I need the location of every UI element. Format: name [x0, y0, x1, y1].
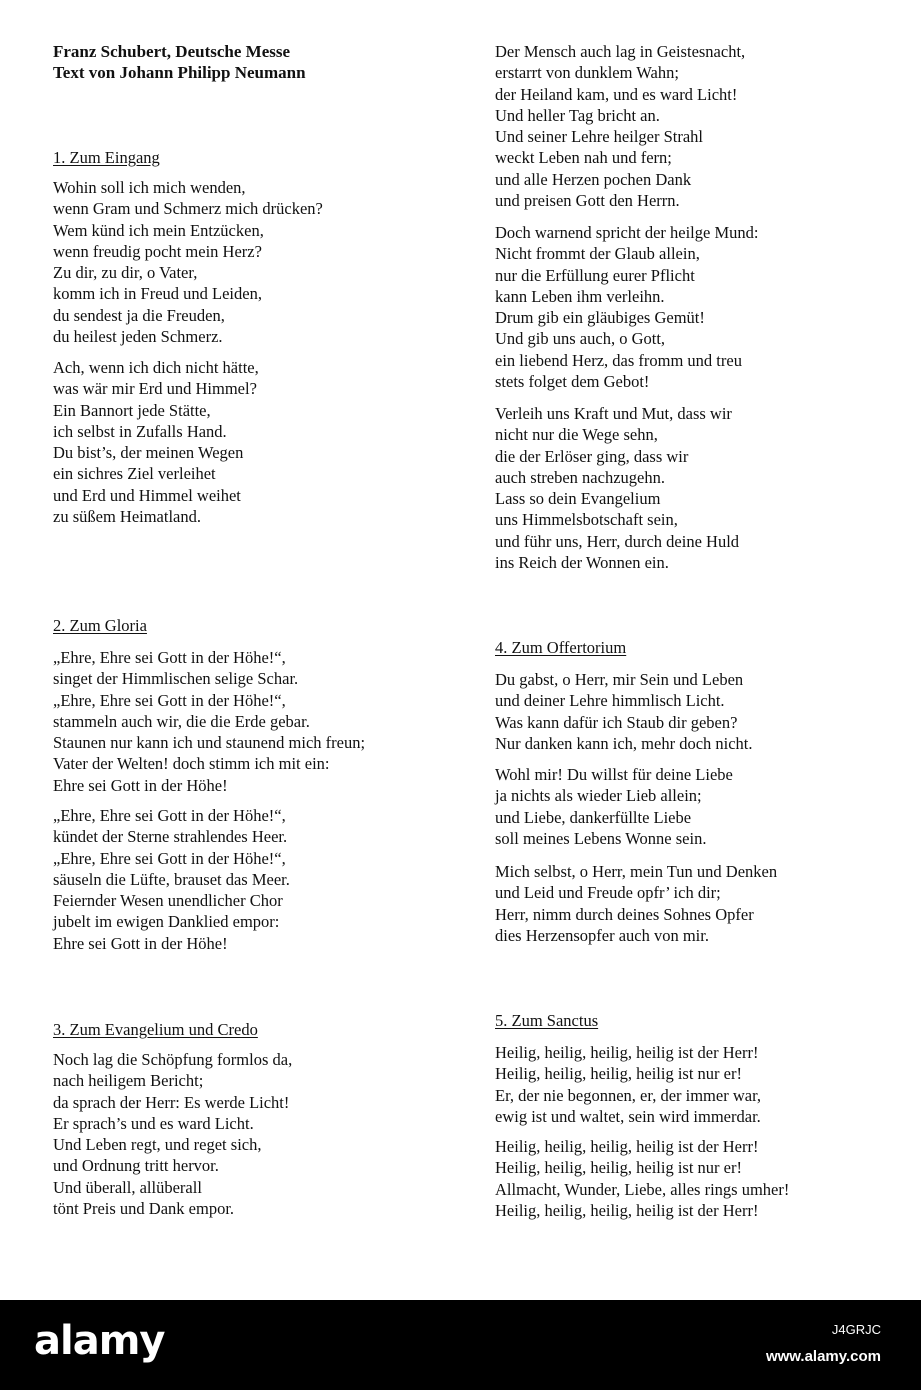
section-heading-offertorium: 4. Zum Offertorium [495, 638, 627, 657]
verse-line: kündet der Sterne strahlendes Heer. [53, 827, 288, 847]
verse-line: ins Reich der Wonnen ein. [495, 553, 669, 573]
verse-line: ewig ist und waltet, sein wird immerdar. [495, 1106, 761, 1126]
verse-line: Drum gib ein gläubiges Gemüt! [495, 308, 705, 328]
verse-line: und Liebe, dankerfüllte Liebe [495, 807, 692, 827]
verse-line: jubelt im ewigen Danklied empor: [53, 912, 280, 932]
verse-line: und alle Herzen pochen Dank [495, 169, 692, 189]
verse-line: Und seiner Lehre heilger Strahl [495, 127, 704, 147]
stanza [53, 357, 259, 527]
verse-line: Lass so dein Evangelium [495, 489, 661, 509]
verse-line: Der Mensch auch lag in Geistesnacht, [495, 42, 746, 61]
stanza [495, 669, 753, 754]
verse-line: Heilig, heilig, heilig, heilig ist nur er! [495, 1158, 742, 1178]
verse-line: Allmacht, Wunder, Liebe, alles rings umher! [495, 1179, 790, 1199]
verse-line: kann Leben ihm verleihn. [495, 286, 665, 306]
verse-line: da sprach der Herr: Es werde Licht! [53, 1092, 290, 1112]
verse-line: Doch warnend spricht der heilge Mund: [495, 223, 759, 242]
stanza [53, 177, 323, 347]
verse-line: und führ uns, Herr, durch deine Huld [495, 531, 740, 551]
verse-line: Heilig, heilig, heilig, heilig ist der Herr! [495, 1137, 759, 1156]
verse-line: und Ordnung tritt hervor. [53, 1156, 219, 1176]
verse-line: der Heiland kam, und es ward Licht! [495, 84, 738, 104]
verse-line: tönt Preis und Dank empor. [53, 1199, 235, 1219]
alamy-logo: alamy [34, 1318, 165, 1364]
stanza [53, 1049, 292, 1219]
verse-line: ein liebend Herz, das fromm und treu [495, 350, 742, 370]
verse-line: Heilig, heilig, heilig, heilig ist der Herr! [495, 1043, 759, 1062]
image-code: J4GRJC [831, 1322, 881, 1337]
verse-line: „Ehre, Ehre sei Gott in der Höhe!“, [53, 648, 286, 667]
document-subtitle: Text von Johann Philipp Neumann [53, 63, 306, 82]
verse-line: auch streben nachzugehn. [495, 467, 665, 487]
verse-line: „Ehre, Ehre sei Gott in der Höhe!“, [53, 806, 286, 825]
verse-line: Noch lag die Schöpfung formlos da, [53, 1050, 293, 1069]
verse-line: Herr, nimm durch deines Sohnes Opfer [495, 904, 754, 924]
verse-line: Ehre sei Gott in der Höhe! [53, 775, 228, 795]
watermark-banner [0, 1300, 921, 1390]
verse-line: Verleih uns Kraft und Mut, dass wir [495, 404, 732, 423]
verse-line: singet der Himmlischen selige Schar. [53, 669, 299, 689]
verse-line: Und heller Tag bricht an. [495, 105, 660, 125]
verse-line: „Ehre, Ehre sei Gott in der Höhe!“, [53, 848, 286, 868]
document-title: Franz Schubert, Deutsche Messe [53, 42, 291, 61]
verse-line: Nicht frommt der Glaub allein, [495, 244, 700, 264]
stanza [495, 41, 745, 211]
source-url: www.alamy.com [765, 1348, 881, 1365]
verse-line: Vater der Welten! doch stimm ich mit ein: [53, 754, 330, 774]
verse-line: Er, der nie begonnen, er, der immer war, [495, 1085, 762, 1105]
verse-line: dies Herzensopfer auch von mir. [495, 925, 709, 945]
stanza [495, 403, 739, 573]
verse-line: und Leid und Freude opfr’ ich dir; [495, 883, 721, 903]
verse-line: weckt Leben nah und fern; [495, 148, 672, 168]
verse-line: „Ehre, Ehre sei Gott in der Höhe!“, [53, 690, 286, 710]
verse-line: erstarrt von dunklem Wahn; [495, 63, 679, 83]
verse-line: Wohin soll ich mich wenden, [53, 178, 246, 197]
section-heading-eingang: 1. Zum Eingang [53, 148, 160, 167]
verse-line: ich selbst in Zufalls Hand. [53, 421, 227, 441]
section-heading-sanctus: 5. Zum Sanctus [495, 1011, 599, 1030]
verse-line: Mich selbst, o Herr, mein Tun und Denken [495, 862, 778, 881]
verse-line: und Erd und Himmel weihet [53, 485, 241, 505]
stanza [495, 861, 777, 946]
verse-line: Wem künd ich mein Entzücken, [53, 220, 264, 240]
verse-line: du sendest ja die Freuden, [53, 305, 225, 325]
section-heading-credo: 3. Zum Evangelium und Credo [53, 1020, 258, 1039]
verse-line: komm ich in Freud und Leiden, [53, 284, 262, 304]
verse-line: du heilest jeden Schmerz. [53, 327, 223, 347]
verse-line: Ehre sei Gott in der Höhe! [53, 933, 228, 953]
verse-line: Ein Bannort jede Stätte, [53, 400, 211, 420]
verse-line: zu süßem Heimatland. [53, 507, 202, 527]
verse-line: Ach, wenn ich dich nicht hätte, [53, 358, 259, 377]
verse-line: ein sichres Ziel verleihet [53, 464, 216, 484]
verse-line: Du gabst, o Herr, mir Sein und Leben [495, 670, 744, 689]
verse-line: Feiernder Wesen unendlicher Chor [53, 891, 283, 911]
verse-line: nach heiligem Bericht; [53, 1071, 204, 1091]
stanza [495, 1042, 761, 1127]
stanza [53, 805, 290, 954]
verse-line: was wär mir Erd und Himmel? [53, 379, 257, 399]
verse-line: Du bist’s, der meinen Wegen [53, 443, 244, 463]
section-heading-gloria: 2. Zum Gloria [53, 616, 147, 635]
verse-line: Was kann dafür ich Staub dir geben? [495, 712, 738, 732]
verse-line: wenn Gram und Schmerz mich drücken? [53, 199, 323, 219]
verse-line: Wohl mir! Du willst für deine Liebe [495, 765, 733, 784]
verse-line: Nur danken kann ich, mehr doch nicht. [495, 733, 753, 753]
verse-line: Er sprach’s und es ward Licht. [53, 1113, 254, 1133]
verse-line: Heilig, heilig, heilig, heilig ist der Herr! [495, 1200, 759, 1220]
stanza [53, 647, 365, 796]
verse-line: uns Himmelsbotschaft sein, [495, 510, 678, 530]
stanza [495, 764, 733, 849]
verse-line: Und gib uns auch, o Gott, [495, 329, 666, 349]
verse-line: Heilig, heilig, heilig, heilig ist nur er! [495, 1064, 742, 1084]
stanza [495, 1136, 789, 1221]
verse-line: wenn freudig pocht mein Herz? [53, 241, 262, 261]
verse-line: nicht nur die Wege sehn, [495, 425, 658, 445]
verse-line: soll meines Lebens Wonne sein. [495, 828, 707, 848]
verse-line: säuseln die Lüfte, brauset das Meer. [53, 869, 290, 889]
verse-line: Zu dir, zu dir, o Vater, [53, 263, 198, 283]
verse-line: nur die Erfüllung eurer Pflicht [495, 265, 695, 285]
stanza [495, 222, 758, 392]
verse-line: Staunen nur kann ich und staunend mich freun; [53, 733, 366, 753]
verse-line: die der Erlöser ging, dass wir [495, 446, 689, 466]
verse-line: ja nichts als wieder Lieb allein; [495, 786, 702, 806]
verse-line: und preisen Gott den Herrn. [495, 191, 680, 211]
verse-line: Und Leben regt, und reget sich, [53, 1135, 262, 1155]
verse-line: und deiner Lehre himmlisch Licht. [495, 691, 725, 711]
verse-line: Und überall, allüberall [53, 1177, 202, 1197]
verse-line: stammeln auch wir, die die Erde gebar. [53, 711, 310, 731]
verse-line: stets folget dem Gebot! [495, 372, 650, 392]
